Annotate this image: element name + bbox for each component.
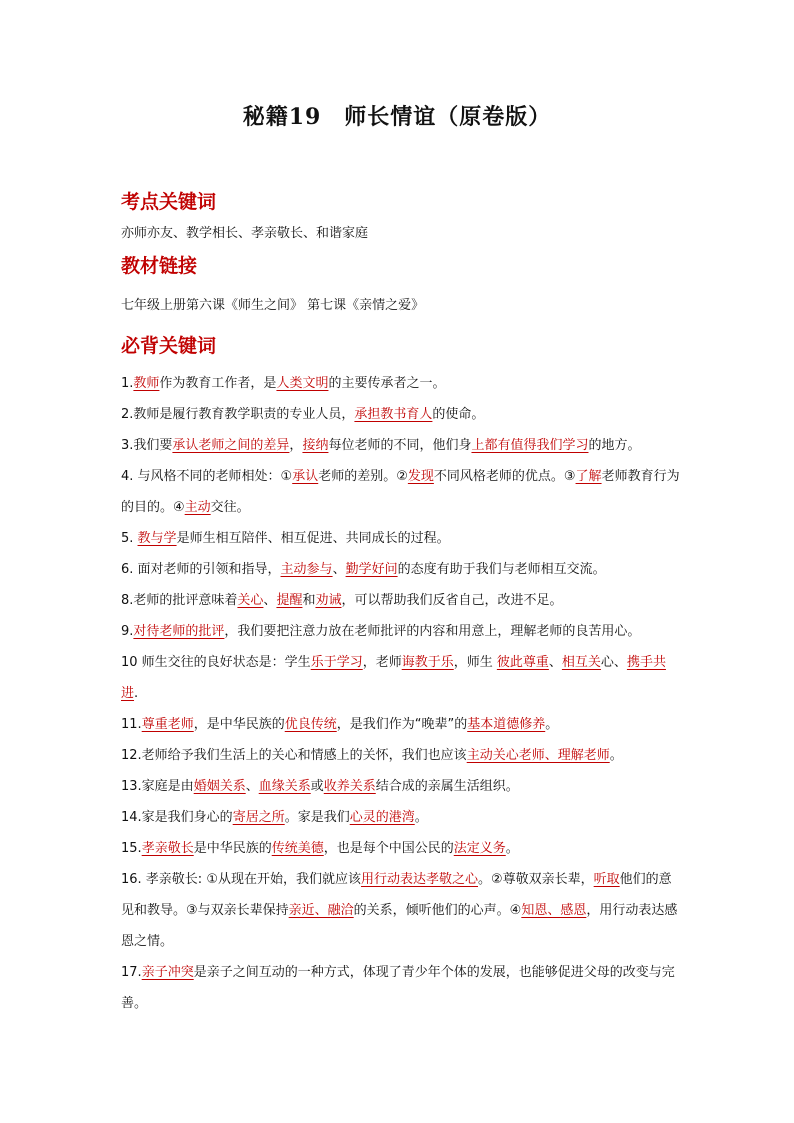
key-term: 主动参与 (280, 562, 333, 577)
item-text: 、 (263, 593, 277, 608)
item-text: ，是我们作为“晚辈”的 (336, 717, 468, 732)
key-term: 教师 (133, 376, 160, 391)
item-text: 是亲子之间互动的一种方式，体现了青少年个体的发展，也能够促进父母的改变与完善。 (121, 965, 675, 1011)
item-text: 和 (302, 593, 316, 608)
item-text: 。 (545, 717, 559, 732)
item-text: 每位老师的不同，他们身 (328, 438, 472, 453)
key-term: 收养关系 (323, 779, 376, 794)
item-text: 4. 与风格不同的老师相处：① (121, 469, 293, 484)
item-text: 8.老师的批评意味着 (121, 593, 238, 608)
list-item-14 (121, 802, 681, 833)
key-term: 尊重老师 (141, 717, 194, 732)
key-term: 寄居之所 (232, 810, 285, 825)
key-term: 了解 (575, 469, 602, 484)
key-term: 相互关 (561, 655, 601, 670)
key-term: 对待老师的批评 (133, 624, 225, 639)
item-text: ，我们要把注意力放在老师批评的内容和用意上，理解老师的良苦用心。 (224, 624, 641, 639)
item-text: ，是中华民族的 (193, 717, 285, 732)
item-text: 老师教育行为的目的。④ (121, 469, 680, 515)
key-term: 乐于学习 (310, 655, 363, 670)
textbook-heading: 教材链接 (121, 255, 198, 277)
item-text: 或 (310, 779, 324, 794)
item-text: 10 师生交往的良好状态是：学生 (121, 655, 311, 670)
key-term: 知恩、感恩 (521, 903, 587, 918)
page-title: 秘籍19 师长情谊（原卷版） (242, 104, 552, 130)
key-term: 勤学好问 (345, 562, 398, 577)
key-term: 接纳 (302, 438, 329, 453)
item-text: 结合成的亲属生活组织。 (375, 779, 519, 794)
list-item-13 (121, 771, 681, 802)
key-term: 亲近、融洽 (288, 903, 354, 918)
item-text: 14.家是我们身心的 (121, 810, 233, 825)
item-text: 5. (121, 531, 138, 546)
list-item-15 (121, 833, 681, 864)
key-term: 主动关心老师、理解老师 (466, 748, 610, 763)
key-term: 发现 (407, 469, 434, 484)
item-text: 老师的差别。② (318, 469, 408, 484)
list-item-1 (121, 368, 681, 399)
item-text: 16. 孝亲敬长: ①从现在开始，我们就应该 (121, 872, 361, 887)
key-term: 主动 (184, 500, 211, 515)
item-text: 。②尊敬双亲长辈， (478, 872, 594, 887)
key-term: 彼此尊重 (496, 655, 549, 670)
key-term: 携手共进 (121, 655, 666, 701)
key-term: 劝诫 (315, 593, 342, 608)
item-text: 6. 面对老师的引领和指导， (121, 562, 281, 577)
item-text: 的态度有助于我们与老师相互交流。 (397, 562, 606, 577)
keywords-heading: 考点关键词 (121, 191, 217, 213)
must-know-heading: 必背关键词 (121, 335, 217, 357)
key-term: 基本道德修养 (467, 717, 546, 732)
key-term: 教与学 (137, 531, 177, 546)
key-term: 承认老师之间的差异 (172, 438, 290, 453)
key-term: 关心 (237, 593, 264, 608)
item-text: 、 (548, 655, 562, 670)
list-item-5 (121, 523, 681, 554)
item-text: ，也是每个中国公民的 (323, 841, 454, 856)
item-text: 1. (121, 376, 134, 391)
item-text: ，用行动表达感恩之情。 (121, 903, 678, 949)
list-item-2 (121, 399, 681, 430)
key-term: 传统美德 (271, 841, 324, 856)
item-text: 是中华民族的 (193, 841, 272, 856)
key-term: 用行动表达孝敬之心 (360, 872, 478, 887)
key-term: 心灵的港湾 (349, 810, 415, 825)
item-text: . (134, 686, 139, 701)
item-text: 11. (121, 717, 142, 732)
list-item-16 (121, 864, 681, 957)
item-text: 的地方。 (588, 438, 641, 453)
item-text: 的主要传承者之一。 (328, 376, 446, 391)
item-text: 。家是我们 (284, 810, 350, 825)
item-text: 。 (505, 841, 519, 856)
item-text: 交往。 (210, 500, 250, 515)
item-text: 的使命。 (432, 407, 485, 422)
list-item-4 (121, 461, 681, 523)
key-term: 孝亲敬长 (141, 841, 194, 856)
list-item-8 (121, 585, 681, 616)
item-text: ，师生 (453, 655, 497, 670)
textbook-text: 七年级上册第六课《师生之间》 第七课《亲情之爱》 (121, 298, 425, 313)
key-term: 血缘关系 (258, 779, 311, 794)
key-term: 承认 (292, 469, 319, 484)
item-text: 。 (414, 810, 428, 825)
list-item-9 (121, 616, 681, 647)
key-term: 承担教书育人 (354, 407, 433, 422)
list-item-11 (121, 709, 681, 740)
item-text: 是师生相互陪伴、相互促进、共同成长的过程。 (176, 531, 450, 546)
item-text: 12.老师给予我们生活上的关心和情感上的关怀，我们也应该 (121, 748, 467, 763)
item-text: 的关系，倾听他们的心声。④ (353, 903, 522, 918)
keyword-list (121, 368, 681, 1019)
item-text: 2.教师是履行教育教学职责的专业人员， (121, 407, 355, 422)
list-item-17 (121, 957, 681, 1019)
item-text: ，可以帮助我们反省自己，改进不足。 (341, 593, 563, 608)
item-text: 他们的意见和教导。③与双亲长辈保持 (121, 872, 672, 918)
key-term: 人类文明 (276, 376, 329, 391)
item-text: 作为教育工作者，是 (159, 376, 277, 391)
list-item-6 (121, 554, 681, 585)
key-term: 诲教于乐 (401, 655, 454, 670)
key-term: 法定义务 (453, 841, 506, 856)
key-term: 上都有值得我们学习 (471, 438, 589, 453)
item-text: 15. (121, 841, 142, 856)
item-text: 。 (609, 748, 623, 763)
key-term: 提醒 (276, 593, 303, 608)
item-text: 、 (245, 779, 259, 794)
item-text: 不同风格老师的优点。③ (433, 469, 576, 484)
item-text: 9. (121, 624, 134, 639)
key-term: 婚姻关系 (193, 779, 246, 794)
keywords-text: 亦师亦友、教学相长、孝亲敬长、和谐家庭 (121, 226, 369, 241)
key-term: 亲子冲突 (141, 965, 194, 980)
list-item-12 (121, 740, 681, 771)
key-term: 听取 (593, 872, 620, 887)
item-text: 、 (332, 562, 346, 577)
list-item-10 (121, 647, 681, 709)
item-text: ， (289, 438, 303, 453)
item-text: 13.家庭是由 (121, 779, 194, 794)
item-text: 17. (121, 965, 142, 980)
list-item-3 (121, 430, 681, 461)
item-text: ，老师 (362, 655, 402, 670)
key-term: 优良传统 (284, 717, 337, 732)
item-text: 心、 (600, 655, 627, 670)
item-text: 3.我们要 (121, 438, 173, 453)
